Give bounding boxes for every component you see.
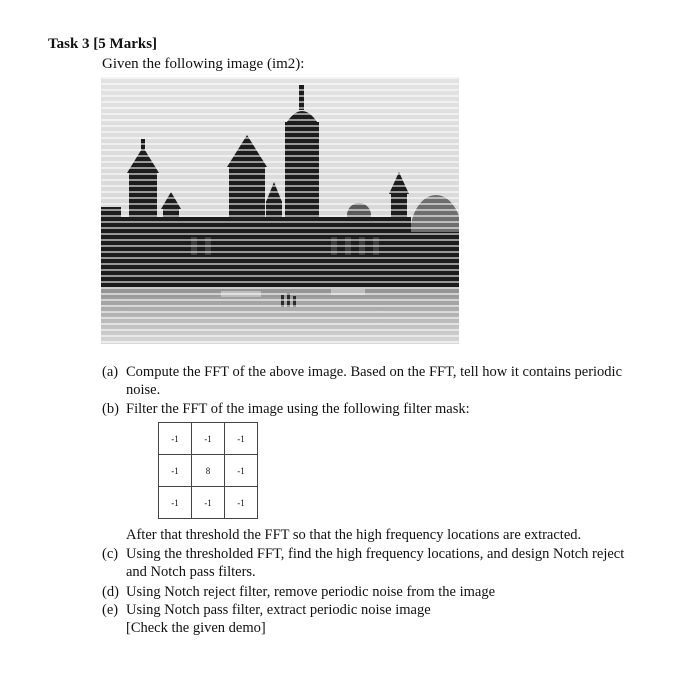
threshold-instruction: After that threshold the FFT so that the high frequency locations are extracted. [126, 527, 582, 543]
mask-cell: -1 [159, 487, 192, 519]
part-c-text: Using the thresholded FFT, find the high frequency locations, and design Notch reject [126, 546, 625, 562]
part-e [102, 601, 682, 619]
mask-cell: -1 [225, 487, 258, 519]
part-b-text: Filter the FFT of the image using the following filter mask: [126, 401, 470, 417]
part-d-label: (d) [102, 584, 119, 600]
part-c-continuation: and Notch pass filters. [126, 564, 256, 580]
part-a-continuation: noise. [126, 382, 161, 398]
part-d-text: Using Notch reject filter, remove periodic noise from the image [126, 584, 496, 600]
part-d [102, 583, 682, 601]
part-e-label: (e) [102, 602, 119, 618]
demo-note: [Check the given demo] [126, 620, 266, 636]
mask-cell: 8 [192, 455, 225, 487]
part-c-label: (c) [102, 546, 119, 562]
mask-cell: -1 [159, 423, 192, 455]
mask-cell: -1 [225, 423, 258, 455]
mask-cell: -1 [192, 423, 225, 455]
task-heading: Task 3 [5 Marks] [48, 36, 158, 52]
intro-text: Given the following image (im2): [102, 56, 305, 72]
filter-mask [158, 422, 258, 519]
mask-cell: -1 [225, 455, 258, 487]
noisy-image-figure [101, 77, 459, 344]
part-a-text: Compute the FFT of the above image. Based on the FFT, tell how it contains periodic [126, 364, 623, 380]
part-e-text: Using Notch pass filter, extract periodic noise image [126, 602, 431, 618]
part-a-label: (a) [102, 364, 119, 380]
part-b-label: (b) [102, 401, 119, 417]
castle-photo-icon [101, 77, 459, 344]
mask-cell: -1 [192, 487, 225, 519]
part-c [102, 545, 682, 581]
part-b [102, 400, 682, 418]
mask-cell: -1 [159, 455, 192, 487]
part-a [102, 363, 682, 399]
